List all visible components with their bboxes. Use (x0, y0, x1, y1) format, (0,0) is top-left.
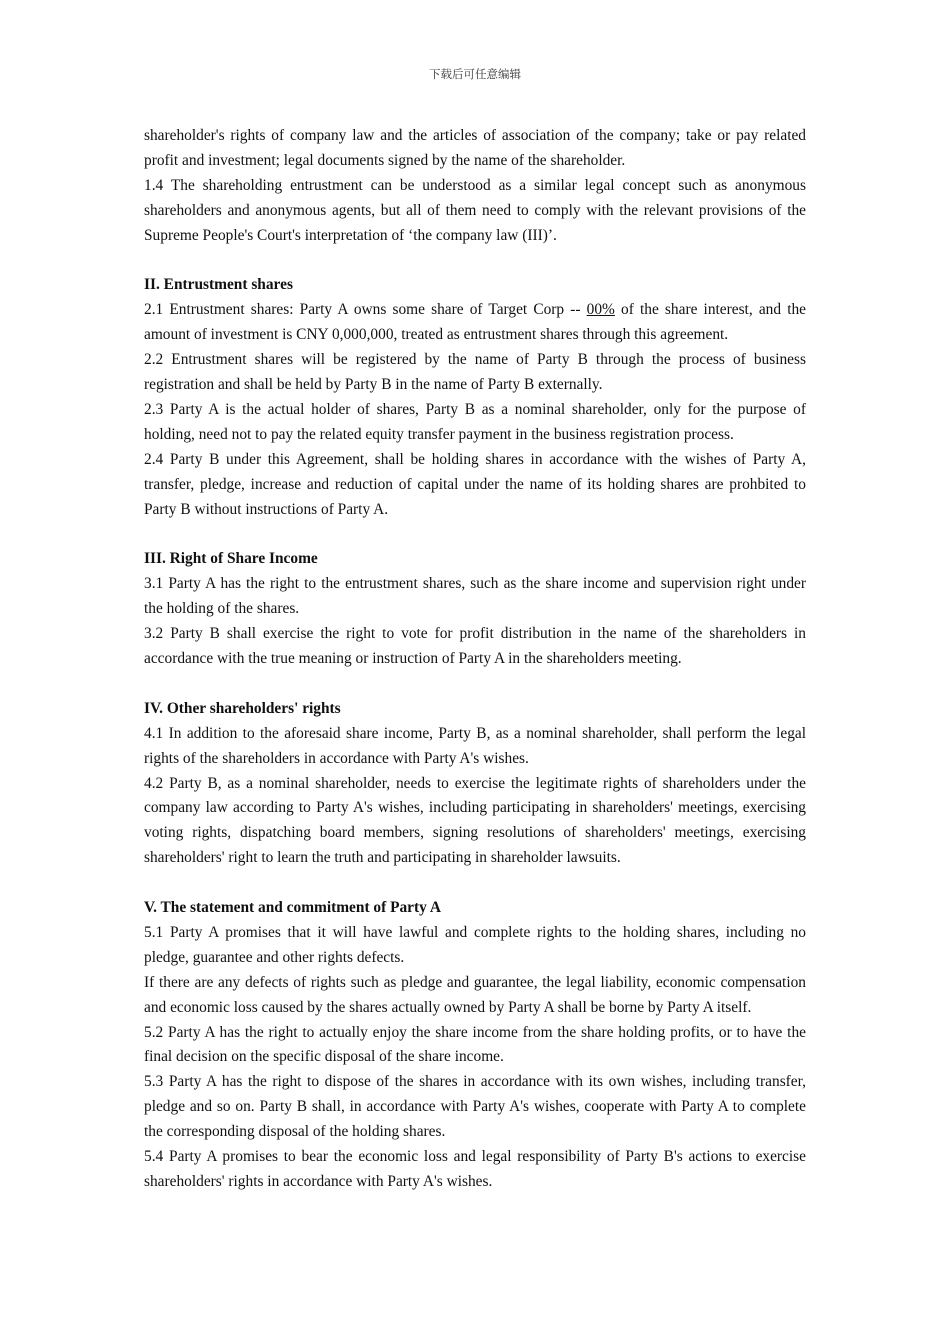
clause-4-1: 4.1 In addition to the aforesaid share income, Party B, as a nominal shareholder, shall perform the legal rights of the shareholders in accordance with Party A's wishes. (144, 724, 806, 767)
clause-3-2: 3.2 Party B shall exercise the right to vote for profit distribution in the name of the shareholders in accordance with the true meaning or instruction of Party A in the shareholders meeting. (144, 625, 806, 667)
clause-2-2: 2.2 Entrustment shares will be registered by the name of Party B through the process of business registration and shall be held by Party B in the name of Party B externally. (144, 351, 806, 394)
share-percentage: 00% (586, 301, 615, 319)
paragraph-continuation: shareholder's rights of company law and the articles of association of the company; take or pay related profit and investment; legal documents signed by the name of the shareholder. (144, 127, 806, 169)
document-body (144, 124, 806, 1195)
clause-2-4: 2.4 Party B under this Agreement, shall be holding shares in accordance with the wishes of Party A, transfer, pledge, increase and reduction of capital under the name of its holding shares are prohbited to Party B without instructions of Party A. (144, 450, 806, 518)
clause-5-1-continuation: If there are any defects of rights such as pledge and guarantee, the legal liability, economic compensation and economic loss caused by the shares actually owned by Party A shall be borne by Party A itself. (144, 973, 806, 1016)
clause-2-1-text-b: of the share interest, and the amount of investment is CNY 0,000,000, treated as entrustment shares through this agreement. (144, 301, 806, 344)
section-4-heading: IV. Other shareholders' rights (144, 699, 341, 717)
clause-5-4: 5.4 Party A promises to bear the economic loss and legal responsibility of Party B's actions to exercise shareholders' rights in accordance with Party A's wishes. (144, 1148, 806, 1190)
clause-5-1: 5.1 Party A promises that it will have lawful and complete rights to the holding shares, including no pledge, guarantee and other rights defects. (144, 923, 806, 966)
section-5-heading: V. The statement and commitment of Party A (144, 899, 441, 917)
section-3-heading: III. Right of Share Income (144, 550, 318, 568)
clause-5-3: 5.3 Party A has the right to dispose of the shares in accordance with its own wishes, including transfer, pledge and so on. Party B shall, in accordance with Party A's wishes, cooperate with Party A to complete the corresponding disposal of the holding shares. (144, 1073, 806, 1141)
clause-4-2: 4.2 Party B, as a nominal shareholder, needs to exercise the legitimate rights of shareholders under the company law according to Party A's wishes, including participating in shareholders' meetings, exercising voting rights, dispatching board members, signing resolutions of shareholders' meetings, exercising shareholders' right to learn the truth and participating in shareholder lawsuits. (144, 774, 806, 867)
clause-2-1 (144, 298, 806, 348)
clause-3-1: 3.1 Party A has the right to the entrustment shares, such as the share income and supervision right under the holding of the shares. (144, 575, 806, 618)
clause-5-2: 5.2 Party A has the right to actually enjoy the share income from the share holding profits, or to have the final decision on the specific disposal of the share income. (144, 1023, 806, 1066)
clause-1-4: 1.4 The shareholding entrustment can be understood as a similar legal concept such as anonymous shareholders and anonymous agents, but all of them need to comply with the relevant provisions of the Supreme People's Court's interpretation of ‘the company law (III)’. (144, 176, 806, 244)
clause-2-1-text-a: 2.1 Entrustment shares: Party A owns some share of Target Corp -- (144, 301, 587, 319)
clause-2-3: 2.3 Party A is the actual holder of shares, Party B as a nominal shareholder, only for the purpose of holding, need not to pay the related equity transfer payment in the business registration process. (144, 400, 806, 443)
section-2-heading: II. Entrustment shares (144, 276, 293, 294)
page-header: 下载后可任意编辑 (429, 67, 521, 81)
